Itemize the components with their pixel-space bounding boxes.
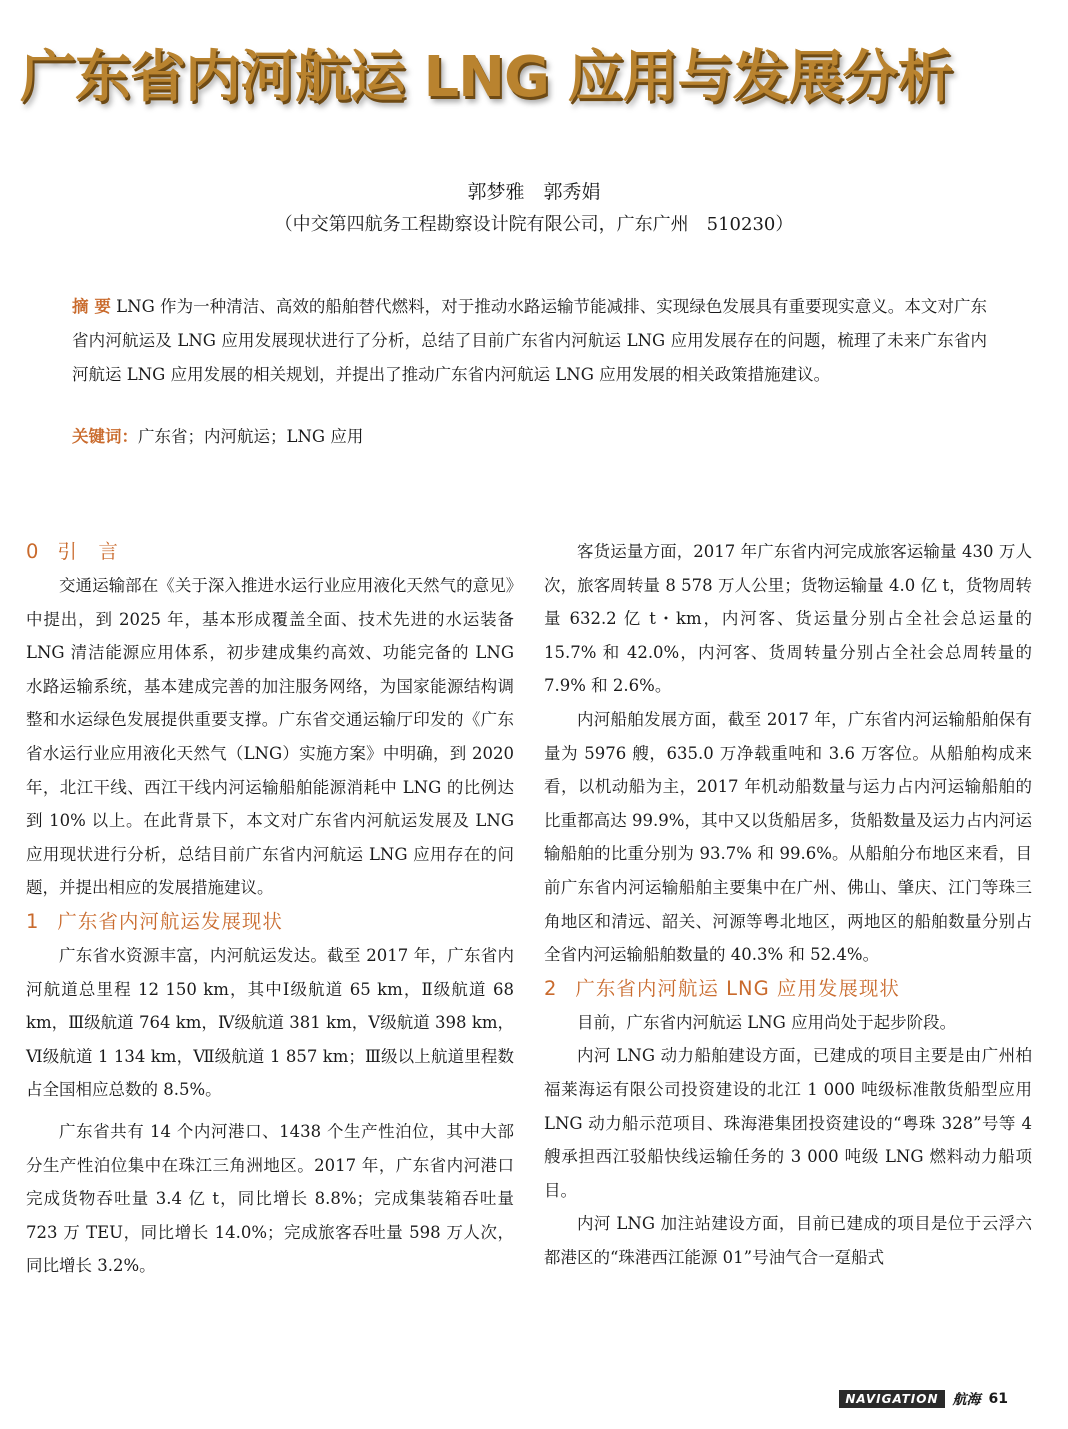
page-footer (839, 1388, 1008, 1410)
paragraph: 客货运量方面，2017 年广东省内河完成旅客运输量 430 万人次，旅客周转量 8 578 万人公里；货物运输量 4.0 亿 t，货物周转量 632.2 亿 t・km，内河客、货运量分别占全社会总运量的 15.7% 和 42.0%，内河客、货周转量分别占全社会总周转量的 7.9% 和 2.6%。 (544, 542, 1032, 696)
authors: 郭梦雅 郭秀娟 (467, 181, 601, 203)
abstract-label: 摘 要 (72, 297, 111, 316)
affiliation: （中交第四航务工程勘察设计院有限公司，广东广州 510230） (274, 214, 794, 235)
section-heading-1 (26, 905, 514, 939)
paragraph: 目前，广东省内河航运 LNG 应用尚处于起步阶段。 (577, 1012, 957, 1032)
section-heading-2 (544, 972, 1032, 1006)
paragraph: 内河 LNG 动力船舶建设方面，已建成的项目主要是由广州柏福莱海运有限公司投资建设的北江 1 000 吨级标准散货船型应用 LNG 动力船示范项目、珠海港集团投资建设的“粤珠 328”号等 4 艘承担西江驳船快线运输任务的 3 000 吨级 LNG 燃料动力船项目。 (544, 1046, 1032, 1200)
article-title: 广东省内河航运 LNG 应用与发展分析 (20, 45, 953, 110)
section-number: 1 (26, 909, 40, 933)
section-heading-intro (26, 535, 514, 569)
keywords-label: 关键词： (72, 427, 138, 446)
section-title: 广东省内河航运发展现状 (57, 909, 283, 933)
column-left (26, 535, 514, 1283)
paragraph: 广东省共有 14 个内河港口、1438 个生产性泊位，其中大部分生产性泊位集中在珠江三角洲地区。2017 年，广东省内河港口完成货物吞吐量 3.4 亿 t，同比增长 8.8%；完成集装箱吞吐量 723 万 TEU，同比增长 14.0%；完成旅客吞吐量 598 万人次，同比增长 3.2%。 (26, 1121, 514, 1276)
abstract (72, 290, 987, 392)
paragraph: 内河 LNG 加注站建设方面，目前已建成的项目是位于云浮六都港区的“珠港西江能源 01”号油气合一趸船式 (544, 1214, 1032, 1267)
journal-name: 航海 (952, 1392, 981, 1408)
section-title: 广东省内河航运 LNG 应用发展现状 (575, 976, 900, 1000)
journal-badge: NAVIGATION (839, 1390, 944, 1408)
abstract-text: LNG 作为一种清洁、高效的船舶替代燃料，对于推动水路运输节能减排、实现绿色发展具有重要现实意义。本文对广东省内河航运及 LNG 应用发展现状进行了分析，总结了目前广东省内河航运 LNG 应用发展存在的问题，梳理了未来广东省内河航运 LNG 应用发展的相关规划，并提出了推动广东省内河航运 LNG 应用发展的相关政策措施建议。 (72, 297, 988, 384)
keywords (72, 424, 987, 450)
paragraph: 交通运输部在《关于深入推进水运行业应用液化天然气的意见》中提出，到 2025 年，基本形成覆盖全面、技术先进的水运装备 LNG 清洁能源应用体系，初步建成集约高效、功能完备的 LNG 水路运输系统，基本建成完善的加注服务网络，为国家能源结构调整和水运绿色发展提供重要支撑。广东省交通运输厅印发的《广东省水运行业应用液化天然气（LNG）实施方案》中明确，到 2020 年，北江干线、西江干线内河运输船舶能源消耗中 LNG 的比例达到 10% 以上。在此背景下，本文对广东省内河航运发展及 LNG 应用现状进行分析，总结目前广东省内河航运 LNG 应用存在的问题，并提出相应的发展措施建议。 (26, 576, 514, 898)
section-number: 2 (544, 976, 558, 1000)
keywords-text: 广东省；内河航运；LNG 应用 (138, 427, 364, 446)
section-title: 引 言 (57, 540, 119, 563)
paragraph: 内河船舶发展方面，截至 2017 年，广东省内河运输船舶保有量为 5976 艘，635.0 万净载重吨和 3.6 万客位。从船舶构成来看，以机动船为主，2017 年机动船数量与运力占内河运输船舶的比重都高达 99.9%，其中又以货船居多，货船数量及运力占内河运输船舶的比重分别为 93.7% 和 99.6%。从船舶分布地区来看，目前广东省内河运输船舶主要集中在广州、佛山、肇庆、江门等珠三角地区和清远、韶关、河源等粤北地区，两地区的船舶数量分别占全省内河运输船舶数量的 40.3% 和 52.4%。 (544, 709, 1032, 965)
paragraph: 广东省水资源丰富，内河航运发达。截至 2017 年，广东省内河航道总里程 12 150 km，其中Ⅰ级航道 65 km，Ⅱ级航道 68 km，Ⅲ级航道 764 km，Ⅳ级航道 381 km，Ⅴ级航道 398 km，Ⅵ级航道 1 134 km，Ⅶ级航道 1 857 km；Ⅲ级以上航道里程数占全国相应总数的 8.5%。 (26, 945, 514, 1100)
page-number: 61 (988, 1391, 1008, 1407)
section-number: 0 (26, 540, 40, 563)
column-right (544, 535, 1032, 1274)
